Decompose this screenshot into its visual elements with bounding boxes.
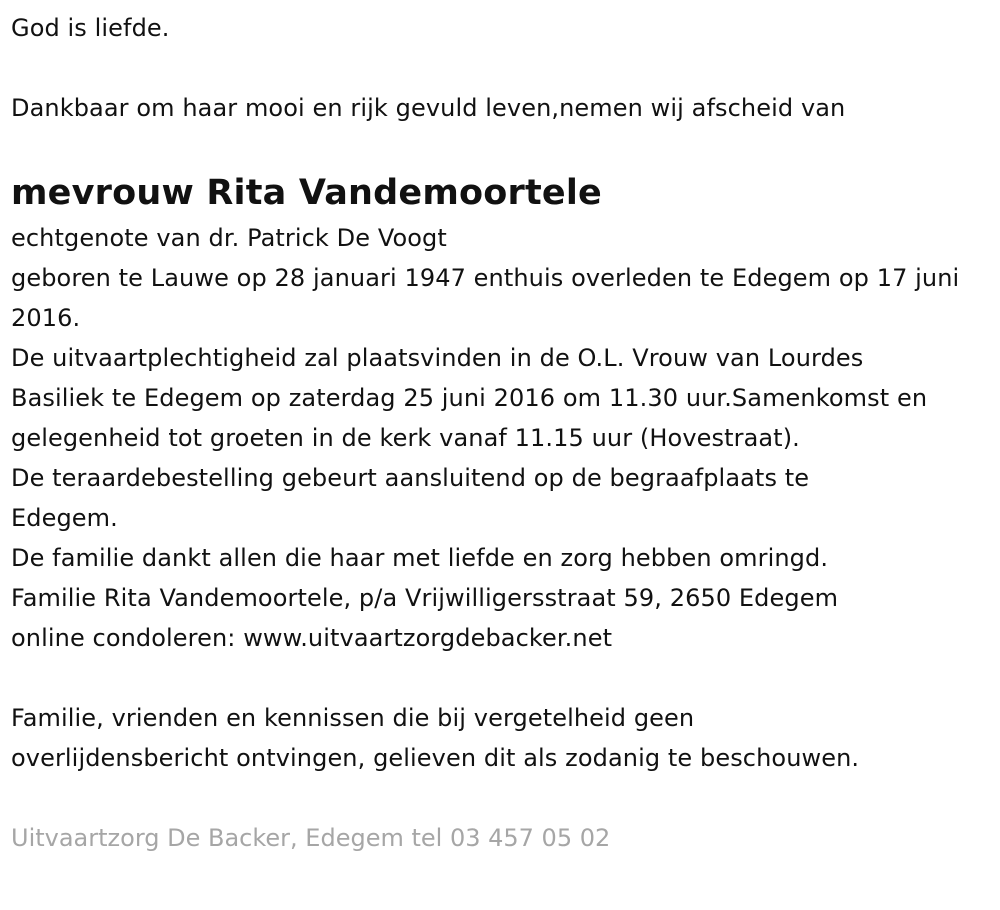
notice-line-2: overlijdensbericht ontvingen, gelieven dit als zodanig te beschouwen.	[11, 744, 860, 772]
spacer	[11, 48, 991, 88]
burial-text: De teraardebestelling gebeurt aansluitend op de begraafplaats te Edegem.	[11, 464, 810, 532]
intro-text: Dankbaar om haar mooi en rijk gevuld leven,nemen wij afscheid van	[11, 94, 846, 122]
birth-death-text: geboren te Lauwe op 28 januari 1947 enthuis overleden te Edegem op 17 juni 2016.	[11, 264, 960, 332]
notice-line-1: Familie, vrienden en kennissen die bij vergetelheid geen	[11, 704, 695, 732]
ceremony-text: De uitvaartplechtigheid zal plaatsvinden in de O.L. Vrouw van Lourdes Basiliek te Edegem op zaterdag 25 juni 2016 om 11.30 uur.Samenkomst en gelegenheid tot groeten in de kerk vanaf 11.15 uur (Hovestraat).	[11, 344, 928, 452]
spouse-line: echtgenote van dr. Patrick De Voogt	[11, 224, 447, 252]
spacer	[11, 128, 991, 168]
motto: God is liefde.	[11, 14, 170, 42]
spacer	[11, 778, 991, 818]
online-condolences: online condoleren: www.uitvaartzorgdebacker.net	[11, 624, 613, 652]
family-address: Familie Rita Vandemoortele, p/a Vrijwilligersstraat 59, 2650 Edegem	[11, 584, 839, 612]
obituary-notice	[11, 8, 991, 858]
thanks-text: De familie dankt allen die haar met liefde en zorg hebben omringd.	[11, 544, 829, 572]
spacer	[11, 658, 991, 698]
funeral-home-footer: Uitvaartzorg De Backer, Edegem tel 03 457 05 02	[11, 824, 611, 852]
deceased-name: mevrouw Rita Vandemoortele	[11, 173, 602, 213]
